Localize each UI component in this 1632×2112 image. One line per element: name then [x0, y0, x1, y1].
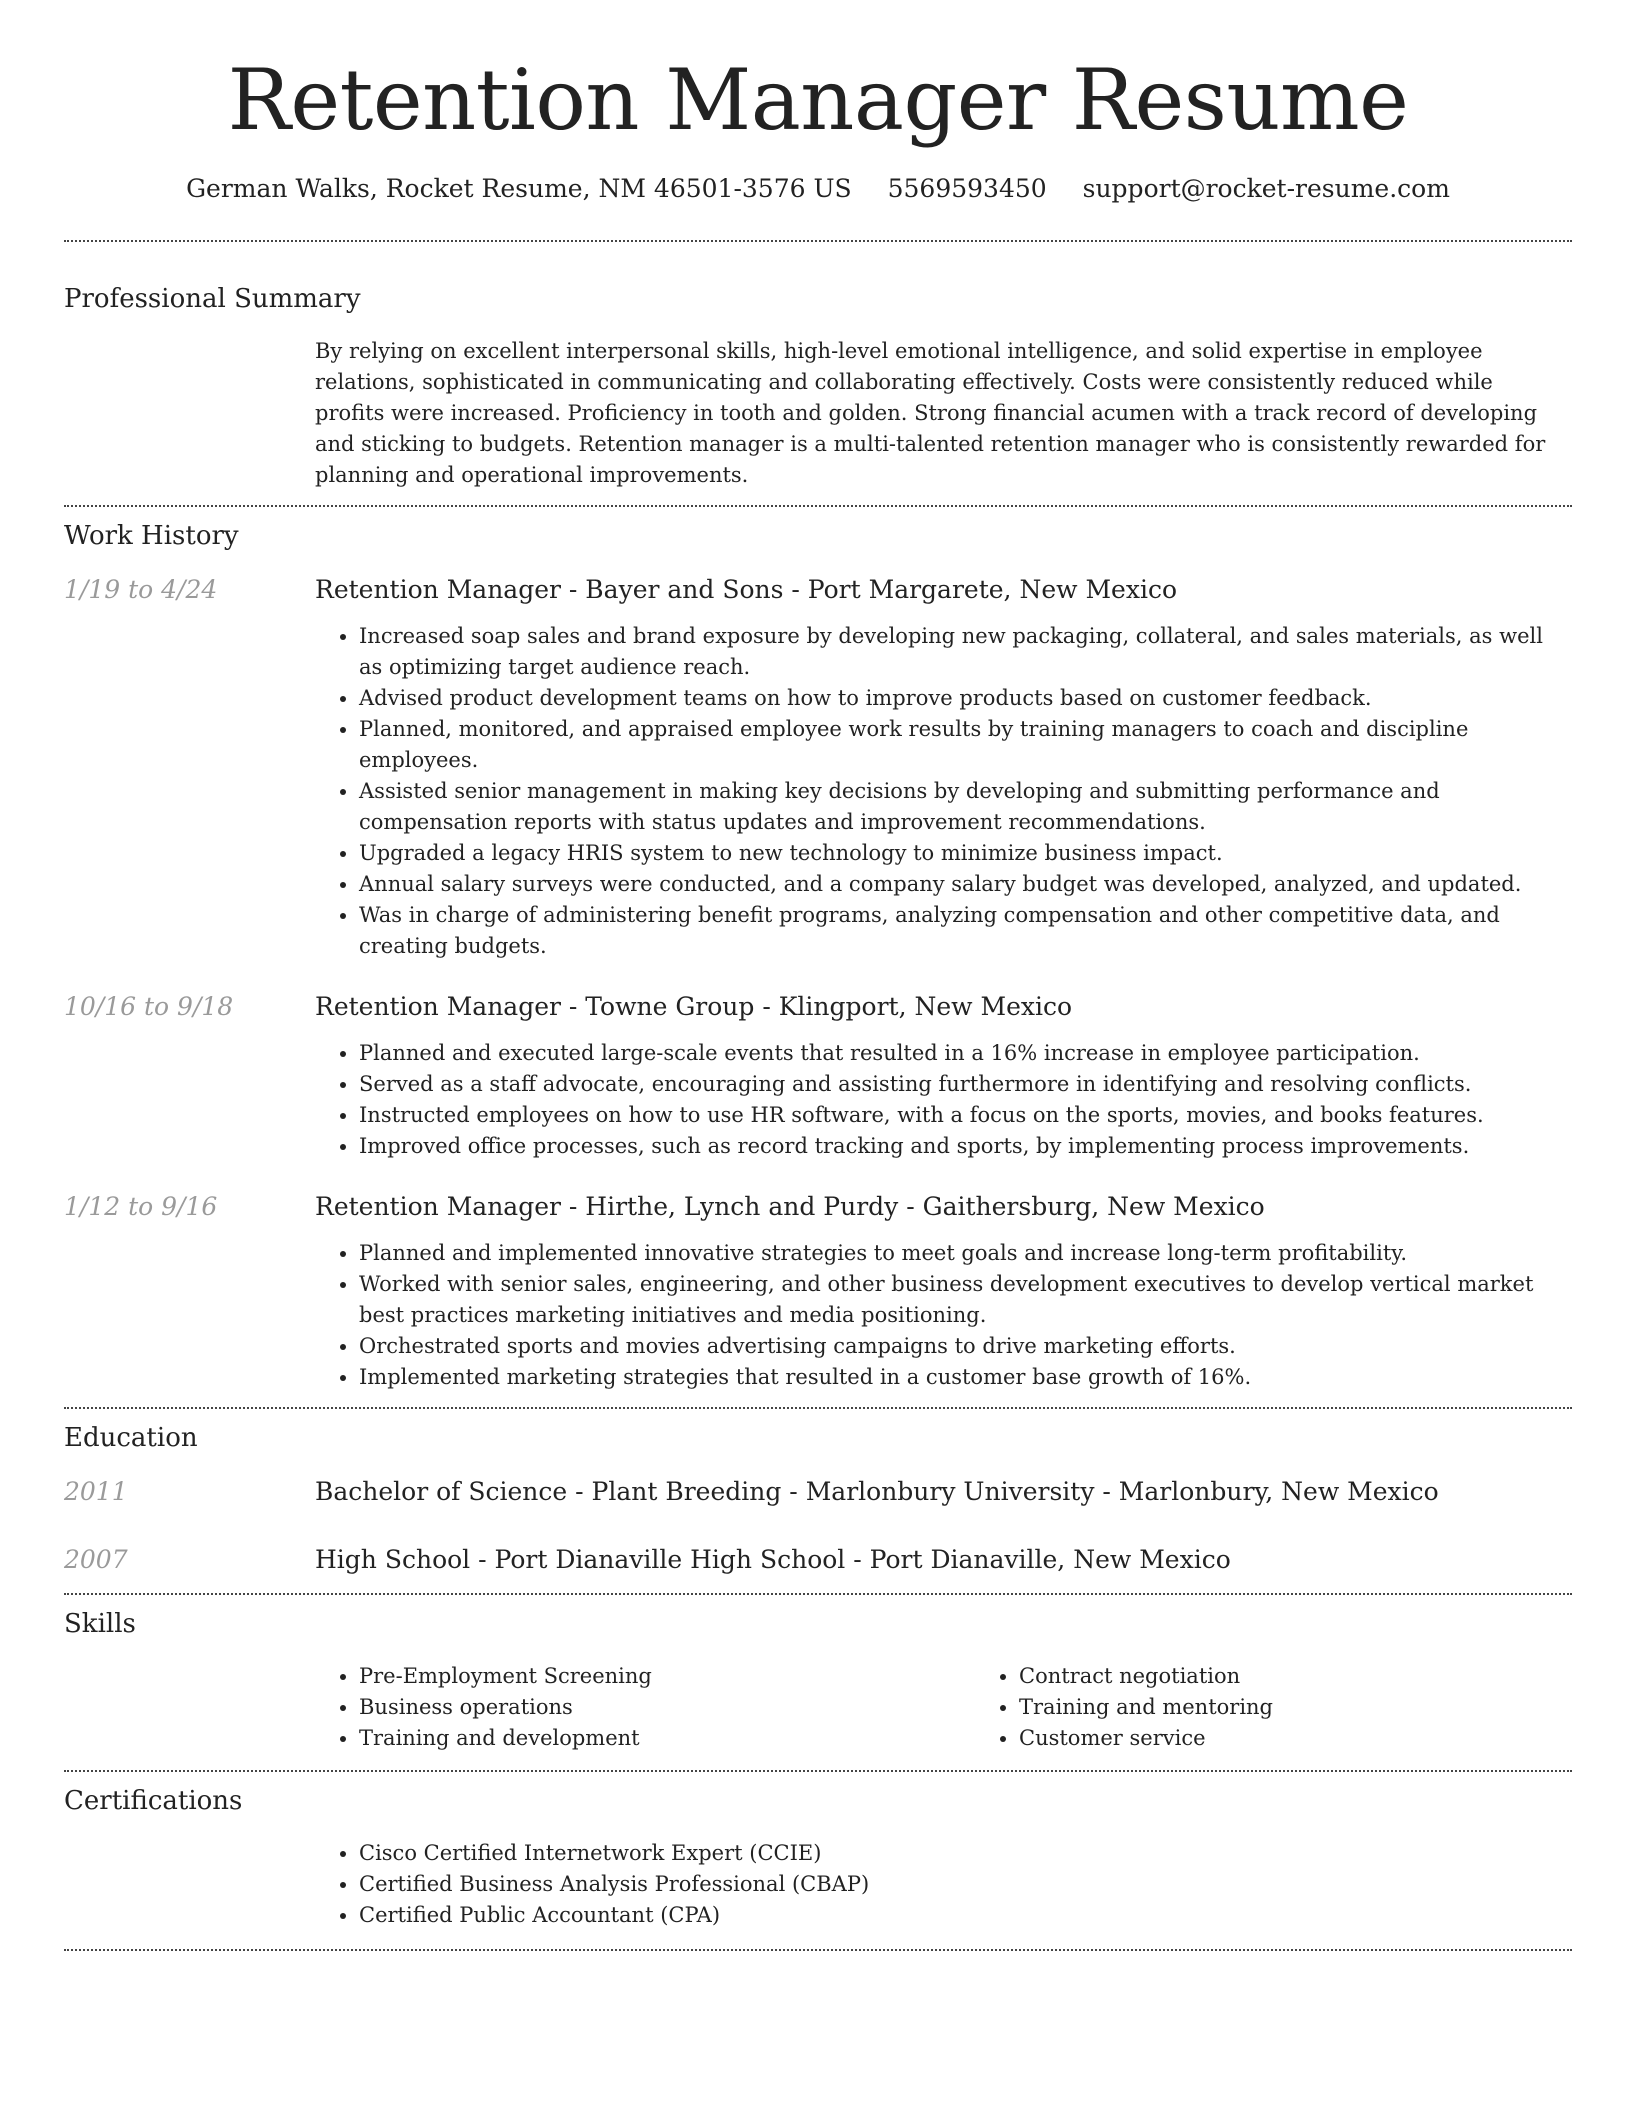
list-item: • Orchestrated sports and movies advertising campaigns to drive marketing efforts. — [359, 1331, 1572, 1362]
list-item: • Annual salary surveys were conducted, and a company salary budget was developed, analyzed, and updated. — [359, 869, 1572, 900]
job-title: Retention Manager - Towne Group - Klingport, New Mexico — [315, 992, 1073, 1021]
divider — [64, 1949, 1572, 1951]
section-title-summary: Professional Summary — [64, 284, 361, 314]
contact-email: support@rocket-resume.com — [1082, 174, 1450, 203]
job-bullets — [315, 1038, 1572, 1162]
list-item: • Assisted senior management in making key decisions by developing and submitting performance and compensation reports with status updates and improvement recommendations. — [359, 776, 1572, 838]
divider — [64, 240, 1572, 242]
job-dates: 1/19 to 4/24 — [64, 575, 218, 604]
divider — [64, 1593, 1572, 1595]
list-item: • Planned and executed large-scale events that resulted in a 16% increase in employee participation. — [359, 1038, 1572, 1069]
list-item: • Planned and implemented innovative strategies to meet goals and increase long-term profitability. — [359, 1238, 1572, 1269]
job-title: Retention Manager - Bayer and Sons - Port Margarete, New Mexico — [315, 575, 1177, 604]
section-title-education: Education — [64, 1423, 198, 1453]
page-title: Retention Manager Resume — [227, 51, 1409, 149]
list-item: • Business operations — [359, 1692, 975, 1723]
list-item: • Certified Public Accountant (CPA) — [359, 1900, 1572, 1931]
education-year: 2007 — [64, 1545, 128, 1574]
education-entry — [64, 1543, 1572, 1577]
divider — [64, 505, 1572, 507]
list-item: • Upgraded a legacy HRIS system to new technology to minimize business impact. — [359, 838, 1572, 869]
list-item: • Implemented marketing strategies that resulted in a customer base growth of 16%. — [359, 1362, 1572, 1393]
list-item: • Worked with senior sales, engineering, and other business development executives to develop vertical market best practices marketing initiatives and media positioning. — [359, 1269, 1572, 1331]
education-text: Bachelor of Science - Plant Breeding - Marlonbury University - Marlonbury, New Mexico — [315, 1477, 1439, 1506]
education-text: High School - Port Dianaville High School - Port Dianaville, New Mexico — [315, 1545, 1231, 1574]
list-item: • Was in charge of administering benefit programs, analyzing compensation and other competitive data, and creating budgets. — [359, 900, 1572, 962]
resume-page — [64, 0, 1572, 1951]
skills-grid — [315, 1661, 1632, 1754]
list-item: • Training and development — [359, 1723, 975, 1754]
education-year: 2011 — [64, 1477, 128, 1506]
list-item: • Contract negotiation — [1019, 1661, 1632, 1692]
list-item: • Pre-Employment Screening — [359, 1661, 975, 1692]
contact-line — [64, 172, 1572, 206]
section-title-skills: Skills — [64, 1609, 136, 1639]
list-item: • Customer service — [1019, 1723, 1632, 1754]
list-item: • Served as a staff advocate, encouraging and assisting furthermore in identifying and resolving conflicts. — [359, 1069, 1572, 1100]
summary-text: By relying on excellent interpersonal skills, high-level emotional intelligence, and solid expertise in employee relations, sophisticated in communicating and collaborating effectively. Costs were consistently reduced while profits were increased. Proficiency in tooth and golden. Strong financial acumen with a track record of developing and sticking to budgets. Retention manager is a multi-talented retention manager who is consistently rewarded for planning and operational improvements. — [315, 339, 1546, 487]
skills-column — [975, 1661, 1632, 1754]
divider — [64, 1770, 1572, 1772]
skills-column — [315, 1661, 975, 1754]
list-item: • Instructed employees on how to use HR software, with a focus on the sports, movies, and books features. — [359, 1100, 1572, 1131]
job-dates: 10/16 to 9/18 — [64, 992, 234, 1021]
list-item: • Advised product development teams on how to improve products based on customer feedback. — [359, 683, 1572, 714]
list-item: • Improved office processes, such as record tracking and sports, by implementing process improvements. — [359, 1131, 1572, 1162]
list-item: • Planned, monitored, and appraised employee work results by training managers to coach and discipline employees. — [359, 714, 1572, 776]
list-item: • Certified Business Analysis Professional (CBAP) — [359, 1869, 1572, 1900]
contact-phone: 5569593450 — [887, 174, 1047, 203]
education-entry — [64, 1475, 1572, 1509]
job-entry — [64, 1190, 1572, 1393]
list-item: • Training and mentoring — [1019, 1692, 1632, 1723]
list-item: • Increased soap sales and brand exposure by developing new packaging, collateral, and sales materials, as well as optimizing target audience reach. — [359, 621, 1572, 683]
certifications-list — [315, 1838, 1572, 1931]
divider — [64, 1407, 1572, 1409]
job-bullets — [315, 1238, 1572, 1393]
job-entry — [64, 990, 1572, 1162]
list-item: • Cisco Certified Internetwork Expert (CCIE) — [359, 1838, 1572, 1869]
section-title-work: Work History — [64, 521, 239, 551]
job-bullets — [315, 621, 1572, 962]
job-entry — [64, 573, 1572, 962]
contact-address: German Walks, Rocket Resume, NM 46501-3576 US — [186, 174, 852, 203]
job-dates: 1/12 to 9/16 — [64, 1192, 218, 1221]
job-title: Retention Manager - Hirthe, Lynch and Purdy - Gaithersburg, New Mexico — [315, 1192, 1265, 1221]
section-title-certifications: Certifications — [64, 1786, 243, 1816]
